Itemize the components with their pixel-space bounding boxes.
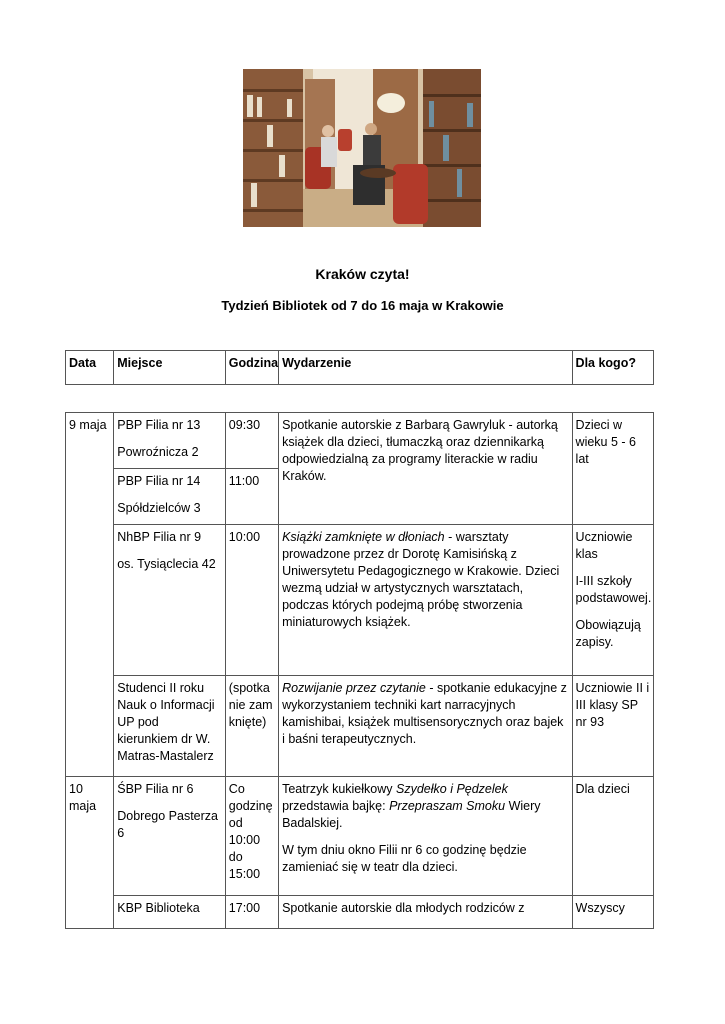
- table-row: [66, 777, 654, 896]
- audience-cell: [572, 525, 653, 676]
- header-time: Godzina: [225, 351, 278, 385]
- event-cell: Spotkanie autorskie z Barbarą Gawryluk - autorką książek dla dzieci, tłumaczką oraz dziennikarką odpowiedzialną za programy literackie w radiu Kraków.: [279, 413, 572, 525]
- date-cell: 10 maja: [66, 777, 114, 929]
- audience-line: I-III szkoły podstawowej.: [575, 574, 652, 605]
- time-cell: 11:00: [225, 469, 278, 525]
- library-photo: [243, 69, 481, 227]
- page-title: Kraków czyta!: [315, 266, 410, 282]
- place-cell: [114, 777, 226, 896]
- event-text: przedstawia bajkę:: [282, 799, 390, 813]
- place-cell: Studenci II roku Nauk o Informacji UP pod kierunkiem dr W. Matras-Mastalerz: [114, 676, 226, 777]
- event-cell: [279, 676, 572, 777]
- date-cell: 9 maja: [66, 413, 114, 777]
- table-row: [66, 525, 654, 676]
- event-description: - spotkanie edukacyjne z wykorzystaniem techniki kart narracyjnych kamishibai, książek multisensorycznych oraz bajek i baśni terapeutycznych.: [282, 681, 567, 746]
- audience-cell: Dla dzieci: [572, 777, 653, 896]
- place-address: Powroźnicza 2: [117, 445, 199, 459]
- audience-line: Uczniowie klas: [575, 530, 633, 561]
- audience-cell: Dzieci w wieku 5 - 6 lat: [572, 413, 653, 525]
- event-description: [282, 781, 568, 832]
- place-address: Dobrego Pasterza 6: [117, 809, 218, 840]
- event-note: W tym dniu okno Filii nr 6 co godzinę będzie zamieniać się w teatr dla dzieci.: [282, 843, 527, 874]
- event-title: Przepraszam Smoku: [389, 799, 506, 813]
- event-title: Książki zamknięte w dłoniach: [282, 530, 445, 544]
- place-name: PBP Filia nr 14: [117, 474, 201, 488]
- place-name: ŚBP Filia nr 6: [117, 782, 194, 796]
- event-cell: [279, 777, 572, 896]
- event-cell: Spotkanie autorskie dla młodych rodziców z: [279, 896, 572, 929]
- audience-line: Obowiązują zapisy.: [575, 618, 641, 649]
- event-title: Szydełko i Pędzelek: [396, 782, 508, 796]
- place-cell: [114, 413, 226, 469]
- header-place: Miejsce: [114, 351, 226, 385]
- place-address: os. Tysiąclecia 42: [117, 557, 216, 571]
- event-text: Teatrzyk kukiełkowy: [282, 782, 396, 796]
- table-row: [66, 676, 654, 777]
- event-cell: [279, 525, 572, 676]
- event-description: - warsztaty prowadzone przez dr Dorotę Kamisińską z Uniwersytetu Pedagogicznego w Krakowie. Dzieci wezmą udział w artystycznych warsztatach, podczas których podejmą próbę stworzenia miniaturowych książek.: [282, 530, 560, 629]
- place-cell: KBP Biblioteka: [114, 896, 226, 929]
- time-cell: Co godzinę od 10:00 do 15:00: [225, 777, 278, 896]
- header-event: Wydarzenie: [279, 351, 572, 385]
- table-row: [66, 413, 654, 469]
- header-date: Data: [66, 351, 114, 385]
- event-text: Wiery Badalskiej.: [282, 799, 541, 830]
- place-name: NhBP Filia nr 9: [117, 530, 202, 544]
- event-title: Rozwijanie przez czytanie: [282, 681, 426, 695]
- page-subtitle: Tydzień Bibliotek od 7 do 16 maja w Krakowie: [221, 298, 504, 313]
- time-cell: 17:00: [225, 896, 278, 929]
- events-table: [65, 412, 654, 929]
- header-row: [66, 351, 654, 385]
- header-table: [65, 350, 654, 385]
- time-cell: (spotkanie zamknięte): [225, 676, 278, 777]
- place-cell: [114, 469, 226, 525]
- audience-cell: Uczniowie II i III klasy SP nr 93: [572, 676, 653, 777]
- place-address: Spółdzielców 3: [117, 501, 201, 515]
- time-cell: 09:30: [225, 413, 278, 469]
- table-row: [66, 896, 654, 929]
- place-name: PBP Filia nr 13: [117, 418, 201, 432]
- place-cell: [114, 525, 226, 676]
- audience-cell: Wszyscy: [572, 896, 653, 929]
- library-reading-room-image: [243, 69, 481, 227]
- time-cell: 10:00: [225, 525, 278, 676]
- header-audience: Dla kogo?: [572, 351, 653, 385]
